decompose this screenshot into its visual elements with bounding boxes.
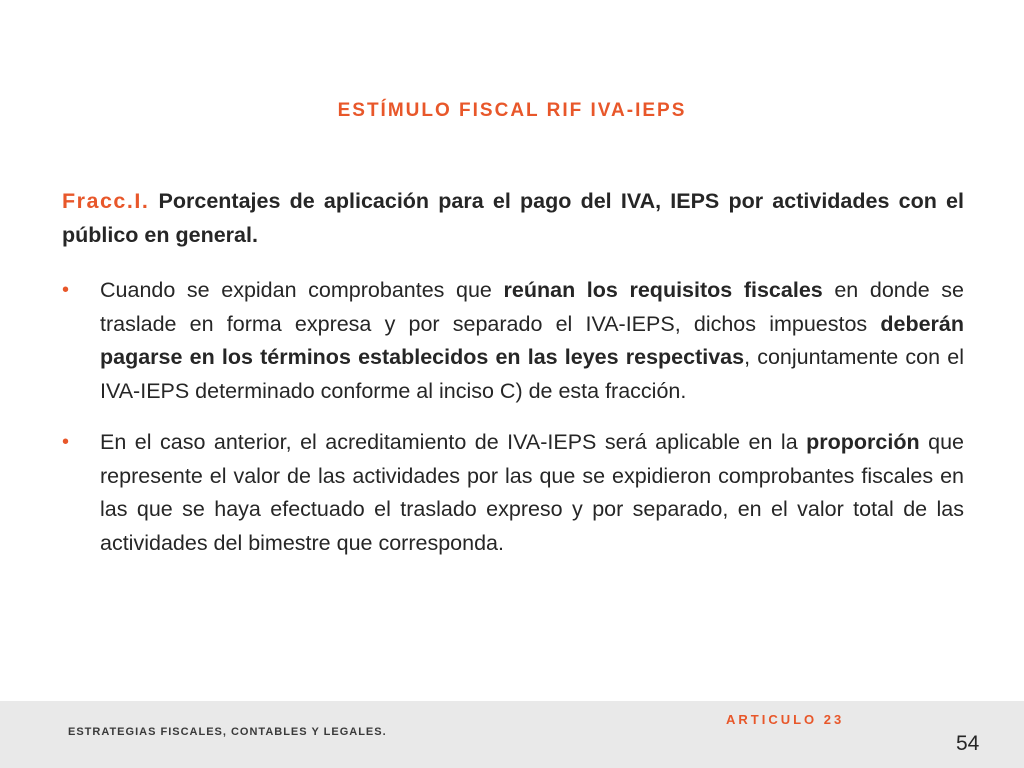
subtitle-text: Porcentajes de aplicación para el pago del IVA, IEPS por actividades con el público en general. bbox=[62, 189, 964, 247]
bullet-icon: • bbox=[62, 279, 70, 301]
slide-content bbox=[62, 185, 964, 578]
bullet-text: en donde se traslade en forma expresa y por separado el IVA-IEPS, dichos impuestos bbox=[100, 278, 964, 336]
fraction-label: Fracc.I. bbox=[62, 189, 150, 213]
bullet-item bbox=[62, 426, 964, 560]
bullet-text: En el caso anterior, el acreditamiento de IVA-IEPS será aplicable en la bbox=[100, 430, 807, 454]
bullet-text: que represente el valor de las actividades por las que se expidieron comprobantes fiscales en las que se haya efectuado el traslado expreso y por separado, en el valor total de las actividades del bimestre que corresponda. bbox=[100, 430, 964, 555]
slide-title: ESTÍMULO FISCAL RIF IVA-IEPS bbox=[337, 100, 687, 121]
bullet-bold-text: deberán pagarse en los términos establecidos en las leyes respectivas bbox=[100, 311, 964, 369]
bullet-bold-text: proporción bbox=[806, 430, 920, 454]
bullet-item bbox=[62, 274, 964, 408]
subtitle bbox=[62, 185, 964, 252]
footer-bar bbox=[0, 701, 1024, 768]
bullet-icon: • bbox=[62, 431, 70, 453]
bullet-text: Cuando se expidan comprobantes que bbox=[100, 278, 504, 302]
bullet-bold-text: reúnan los requisitos fiscales bbox=[503, 278, 823, 302]
bullet-text: , conjuntamente con el IVA-IEPS determinado conforme al inciso C) de esta fracción. bbox=[100, 345, 964, 403]
article-label: ARTICULO 23 bbox=[726, 712, 845, 727]
company-name: ESTRATEGIAS FISCALES, CONTABLES Y LEGALES. bbox=[68, 726, 387, 738]
page-number: 54 bbox=[956, 732, 980, 755]
